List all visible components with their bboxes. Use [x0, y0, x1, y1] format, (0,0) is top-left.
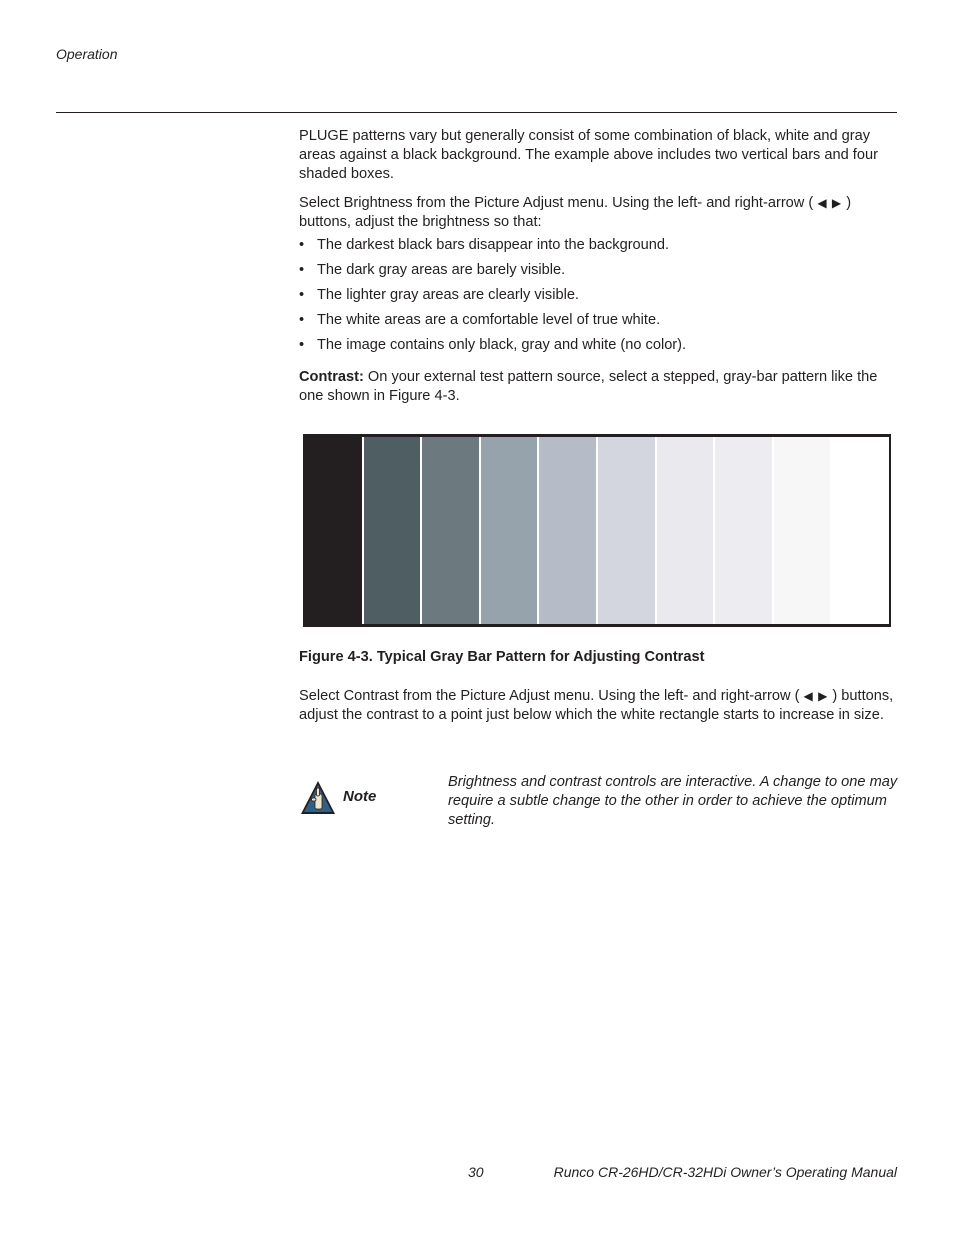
gray-bar-7: [657, 437, 714, 624]
list-item: • The image contains only black, gray and white (no color).: [299, 337, 687, 353]
contrast-adjust-text-start: Select Contrast from the Picture Adjust menu. Using the left- and right-arrow (: [299, 688, 800, 704]
bullet-glyph: •: [299, 337, 305, 353]
gray-bar-4: [481, 437, 538, 624]
list-item: • The white areas are a comfortable level of true white.: [299, 312, 661, 328]
gray-bar-5: [539, 437, 596, 624]
gray-bar-10: [832, 437, 889, 624]
gray-bar-6: [598, 437, 655, 624]
contrast-adjust-paragraph: [299, 687, 899, 725]
brightness-text-start: Select Brightness from the Picture Adjust menu. Using the left- and right-arrow (: [299, 195, 814, 211]
figure-caption: Figure 4-3. Typical Gray Bar Pattern for Adjusting Contrast: [299, 649, 705, 665]
brightness-text-end: ) buttons, adjust the brightness so that:: [299, 195, 852, 230]
contrast-text: On your external test pattern source, select a stepped, gray-bar pattern like the one shown in Figure 4-3.: [299, 369, 878, 404]
list-item: • The darkest black bars disappear into the background.: [299, 237, 670, 253]
gray-bar-3: [422, 437, 479, 624]
brightness-paragraph: [299, 194, 899, 232]
bullet-glyph: •: [299, 287, 305, 303]
note-label: Note: [343, 788, 377, 805]
gray-bar-pattern-figure: [303, 434, 891, 627]
pluge-paragraph: [299, 127, 899, 183]
contrast-label: Contrast:: [299, 369, 364, 385]
note-hand-icon: [300, 780, 336, 816]
gray-bar-8: [715, 437, 772, 624]
contrast-paragraph: [299, 368, 899, 406]
manual-title: Runco CR-26HD/CR-32HDi Owner’s Operating Manual: [553, 1164, 897, 1180]
gray-bar-2: [364, 437, 421, 624]
list-item: • The dark gray areas are barely visible.: [299, 262, 566, 278]
gray-bar-1: [305, 437, 362, 624]
running-header: Operation: [56, 46, 118, 62]
header-rule: [56, 112, 897, 113]
page-number: 30: [468, 1164, 484, 1180]
left-right-arrow-icon: ◀ ▶: [817, 196, 843, 210]
bullet-glyph: •: [299, 312, 305, 328]
bullet-glyph: •: [299, 262, 305, 278]
gray-bar-area: [305, 437, 889, 624]
list-item: • The lighter gray areas are clearly visible.: [299, 287, 579, 303]
bullet-glyph: •: [299, 237, 305, 253]
note-text: Brightness and contrast controls are interactive. A change to one may require a subtle change to the other in order to achieve the optimum setting.: [448, 774, 898, 828]
gray-bar-9: [774, 437, 831, 624]
pluge-text: PLUGE patterns vary but generally consist of some combination of black, white and gray areas against a black background. The example above includes two vertical bars and four shaded boxes.: [299, 128, 878, 182]
left-right-arrow-icon: ◀ ▶: [803, 689, 829, 703]
contrast-adjust-text-end: ) buttons, adjust the contrast to a point just below which the white rectangle starts to increase in size.: [299, 688, 894, 723]
